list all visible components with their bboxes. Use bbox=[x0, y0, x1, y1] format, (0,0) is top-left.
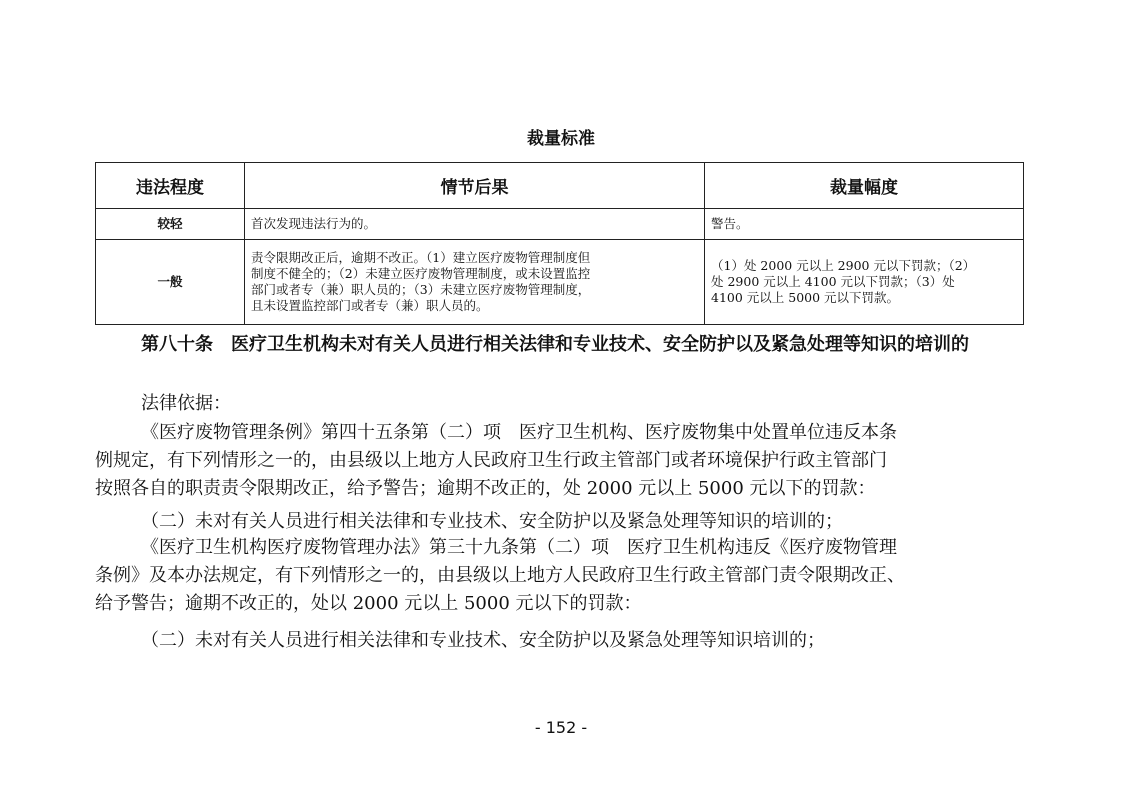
circumstance-cell bbox=[245, 240, 705, 325]
table-row bbox=[96, 240, 1024, 325]
cell-line: 部门或者专（兼）职人员的；（3）未建立医疗废物管理制度， bbox=[251, 282, 591, 297]
cell-line: 首次发现违法行为的。 bbox=[251, 216, 377, 231]
paragraph-line: 例规定，有下列情形之一的，由县级以上地方人民政府卫生行政主管部门或者环境保护行政主管部门 bbox=[95, 450, 887, 471]
table-title: 裁量标准 bbox=[527, 129, 595, 149]
level-cell: 较轻 bbox=[96, 209, 245, 240]
header-penalty-range: 裁量幅度 bbox=[705, 163, 1024, 209]
penalty-cell bbox=[705, 240, 1024, 325]
article-heading: 第八十条 医疗卫生机构未对有关人员进行相关法律和专业技术、安全防护以及紧急处理等知识的培训的 bbox=[141, 334, 969, 355]
discretion-standard-table bbox=[95, 162, 1024, 325]
cell-line: 责令限期改正后，逾期不改正。（1）建立医疗废物管理制度但 bbox=[251, 250, 591, 265]
paragraph-line: 按照各自的职责责令限期改正，给予警告；逾期不改正的，处 2000 元以上 5000 元以下的罚款： bbox=[95, 478, 876, 499]
circumstance-cell bbox=[245, 209, 705, 240]
page-number: - 152 - bbox=[534, 718, 588, 737]
paragraph-line: 条例》及本办法规定，有下列情形之一的，由县级以上地方人民政府卫生行政主管部门责令限期改正、 bbox=[95, 565, 905, 586]
cell-line: 警告。 bbox=[711, 216, 749, 231]
legal-basis-measures bbox=[95, 534, 1025, 618]
penalty-cell bbox=[705, 209, 1024, 240]
header-circumstance: 情节后果 bbox=[245, 163, 705, 209]
paragraph-line: 《医疗卫生机构医疗废物管理办法》第三十九条第（二）项 医疗卫生机构违反《医疗废物管理 bbox=[141, 537, 897, 558]
paragraph-line: （二）未对有关人员进行相关法律和专业技术、安全防护以及紧急处理等知识的培训的； bbox=[141, 511, 843, 532]
paragraph-line: 给予警告；逾期不改正的，处以 2000 元以上 5000 元以下的罚款： bbox=[95, 593, 642, 614]
legal-basis-measures-item bbox=[95, 627, 1025, 655]
cell-line: 处 2900 元以上 4100 元以下罚款；（3）处 bbox=[711, 274, 955, 289]
legal-basis-regulation bbox=[95, 419, 1025, 503]
level-cell: 一般 bbox=[96, 240, 245, 325]
paragraph-line: （二）未对有关人员进行相关法律和专业技术、安全防护以及紧急处理等知识培训的； bbox=[141, 630, 825, 651]
legal-basis-item bbox=[95, 508, 1025, 536]
header-violation-level: 违法程度 bbox=[96, 163, 245, 209]
legal-basis-label: 法律依据： bbox=[141, 393, 231, 414]
cell-line: 且未设置监控部门或者专（兼）职人员的。 bbox=[251, 298, 489, 313]
table-row bbox=[96, 209, 1024, 240]
cell-line: 制度不健全的；（2）未建立医疗废物管理制度，或未设置监控 bbox=[251, 266, 591, 281]
paragraph-line: 《医疗废物管理条例》第四十五条第（二）项 医疗卫生机构、医疗废物集中处置单位违反本条 bbox=[141, 422, 897, 443]
table-header-row bbox=[96, 163, 1024, 209]
cell-line: 4100 元以上 5000 元以下罚款。 bbox=[711, 290, 900, 305]
cell-line: （1）处 2000 元以上 2900 元以下罚款；（2） bbox=[711, 258, 976, 273]
